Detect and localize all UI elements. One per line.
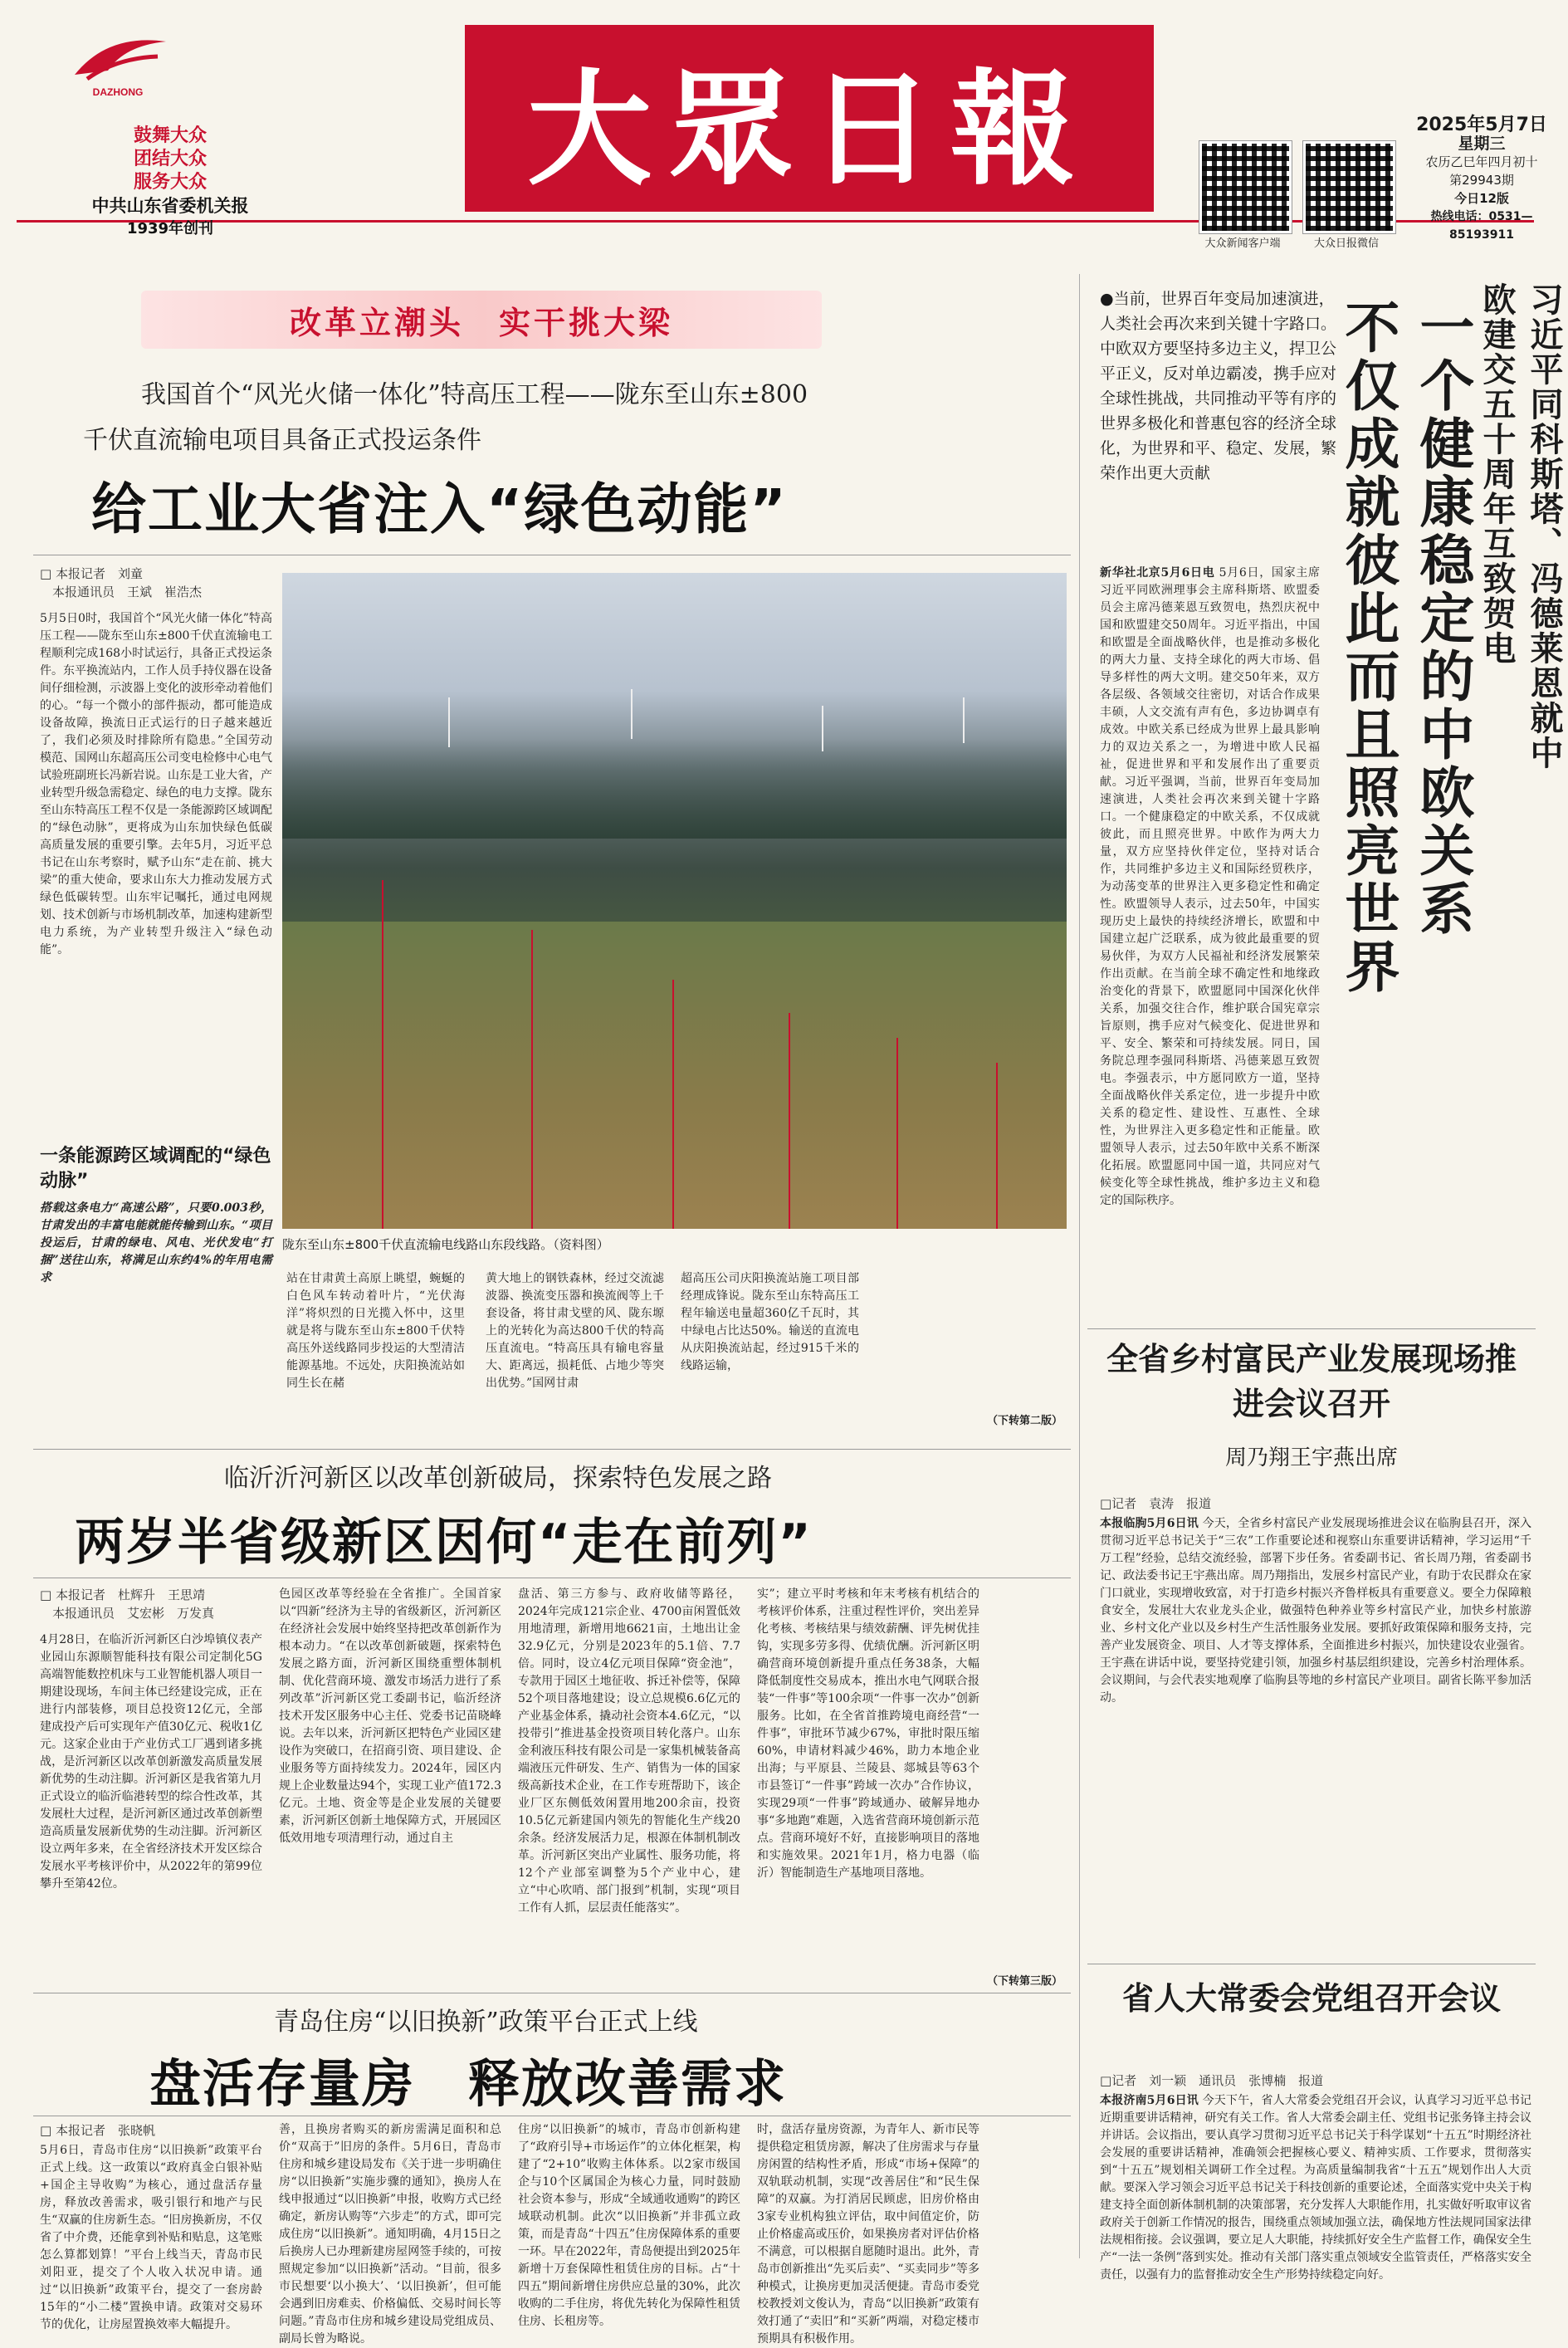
pylon (531, 930, 533, 1229)
story1-subhead: 一条能源跨区域调配的“绿色动脉” (40, 1146, 271, 1191)
slogan-1: 鼓舞大众 (133, 125, 207, 146)
story2-byline (40, 1586, 264, 1622)
story1-byline-2: 本报通讯员 王斌 崔浩杰 (40, 585, 203, 599)
story3-byline: □ 本报记者 张晓帆 (40, 2123, 155, 2138)
pylon (382, 880, 383, 1229)
slogan-2: 团结大众 (133, 149, 207, 169)
qr-label-client: 大众新闻客户端 (1204, 237, 1281, 250)
story3-headline: 盘活存量房 释放改善需求 (149, 2053, 788, 2114)
story2-kicker: 临沂沂河新区以改革创新破局，探索特色发展之路 (224, 1464, 772, 1493)
story1-column-2: 站在甘肃黄土高原上眺望，蜿蜒的白色风车转动着叶片，“光伏海洋”将炽烈的日光揽入怀中，这里就是将与陇东至山东±800千伏特高压外送线路同步投运的大型清洁能源基地。不远处，庆阳换流站如同生长在赭 (286, 1272, 465, 1390)
story1-column-4: 超高压公司庆阳换流站施工项目部经理成锋说。陇东至山东特高压工程年输送电量超360亿千瓦时，其中绿电占比达50%。输送的直流电从庆阳换流站起，经过915千米的线路运输， (681, 1272, 859, 1372)
story2-byline-2: 本报通讯员 艾宏彬 万发真 (40, 1606, 215, 1621)
right-story2-dateline: 本报临朐5月6日讯 (1100, 1517, 1199, 1530)
issue-number: 第29943期 (1449, 173, 1514, 188)
reform-banner: 改革立潮头 实干挑大梁 (141, 291, 822, 349)
story1-byline-1: □ 本报记者 刘童 (40, 566, 143, 581)
newspaper-title (465, 25, 1154, 212)
date-info (1411, 116, 1552, 244)
mountain-ridge (282, 739, 1067, 839)
photo-caption: 陇东至山东±800千伏直流输电线路山东段线路。（资料图） (282, 1237, 609, 1252)
story2-column-1: 4月28日，在临沂沂河新区白沙埠镇仪表产业园山东源顺智能科技有限公司定制化5G高端智能数控机床与工业智能机器人项目一期建设现场，车间主体已经建设完成，正在进行内部装修，项目总投资12亿元，全部建成投产后可实现年产值30亿元、税收1亿元。这家企业由于产业仿式工厂遇到诸多挑战，是沂河新区以改革创新激发高质量发展新优势的生动注脚。沂河新区是我省第九月正式设立的临沂临港转型的综合性改革，其发展杜大过程，是沂河新区通过改革创新塑造高质量发展新优势的生动注脚。沂河新区设立两年多来，在全省经济技术开发区综合发展水平考核评价中，从2022年的第99位攀升至第42位。 (40, 1633, 262, 1891)
transmission-line-photo (282, 573, 1067, 1229)
hotline: 热线电话：0531—85193911 (1430, 210, 1533, 242)
right-vertical-headline-2: 不仅成就彼此而且照亮世界 (1336, 299, 1399, 996)
issue-date: 2025年5月7日 (1416, 115, 1547, 135)
issue-weekday: 星期三 (1458, 135, 1506, 153)
story1-column-1b: 搭载这条电力“高速公路”，只要0.003秒，甘肃发出的丰富电能就能传输到山东。“项目投运后，甘肃的绿电、风电、光伏发电“打捆”送往山东，将满足山东约4%的年用电需求 (40, 1201, 272, 1284)
dazhong-logo-icon (66, 25, 174, 100)
qr-code-wechat-icon[interactable] (1303, 141, 1395, 233)
right-vertical-kicker: 习近平同科斯塔、冯德莱恩就中欧建交五十周年互致贺电 (1478, 282, 1563, 770)
right-story2-byline: □记者 袁涛 报道 (1100, 1496, 1212, 1511)
qr-label-wechat: 大众日报微信 (1313, 237, 1379, 250)
story2-continued: （下转第三版） (986, 1975, 1062, 1988)
wind-turbine (963, 697, 965, 743)
founded-label: 1939年创刊 (126, 220, 214, 237)
story3-column-2: 善，且换房者购买的新房需满足面积和总价“双高于”旧房的条件。5月6日，青岛市住房和城乡建设局发布《关于进一步明确住房“以旧换新”实施步骤的通知》，换房人在线申报通过“以旧换新”申报，收购方式已经确定，新房认购等“六步走”的方式，即可完成住房“以旧换新”。通知明确，4月15日之后换房人已办理新建房屋网签手续的，可按照规定参加“以旧换新”活动。“目前，很多市民想要‘以小换大’、‘以旧换新’，但可能会遇到旧房难卖、价格偏低、交易时间长等问题。”青岛市住房和城乡建设局党组成员、副局长曾为略说。 (279, 2123, 501, 2346)
story2-headline: 两岁半省级新区因何“走在前列” (75, 1514, 813, 1572)
right-story2-body (1100, 1515, 1531, 1955)
wind-turbine (448, 697, 450, 747)
title-text: 大眾日報 (526, 56, 1092, 203)
right-lead-dateline: 新华社北京5月6日电 (1100, 566, 1215, 580)
right-story2-headline: 全省乡村富民产业发展现场推进会议召开 (1106, 1341, 1517, 1422)
slogans (75, 125, 266, 241)
right-story3-dateline: 本报济南5月6日讯 (1100, 2094, 1199, 2107)
divider (1087, 1328, 1536, 1329)
pylon (996, 1063, 998, 1229)
story1-headline: 给工业大省注入“绿色动能” (91, 477, 788, 541)
svg-text:DAZHONG: DAZHONG (92, 86, 144, 98)
story2-column-3: 盘活、第三方参与、政府收储等路径，2024年完成121宗企业、4700亩闲置低效用地清理，新增用地6621亩，土地出让金32.9亿元，分别是2023年的5.1倍、7.7倍。同时，设立4亿元项目保障“资金池”，专款用于园区土地征收、拆迁补偿等，保障52个项目落地建设；设立总规模6.6亿元的产业基金体系，撬动社会资本4.6亿元，“以投带引”推进基金投资项目转化落户。山东金利液压科技有限公司是一家集机械装备高端液压元件研发、生产、销售为一体的国家级高新技术企业，在工作专班帮助下，该企业厂区东侧低效闲置用地200余亩，投资10.5亿元新建国内领先的智能化生产线20余条。经济发展活力足，根源在体制机制改革。沂河新区突出产业属性、服务功能，将12个产业部室调整为5个产业中心，建立“中心吹哨、部门报到”机制，实现“项目工作有人抓，层层责任能落实”。 (518, 1587, 740, 1915)
qr-code-client-icon[interactable] (1199, 141, 1292, 233)
story1-kicker-2: 千伏直流输电项目具备正式投运条件 (83, 426, 481, 455)
story1-kicker-1: 我国首个“风光火储一体化”特高压工程——陇东至山东±800 (141, 380, 808, 409)
story2-byline-1: □ 本报记者 杜辉升 王思靖 (40, 1587, 205, 1602)
organ-label: 中共山东省委机关报 (91, 196, 249, 216)
right-lead-text: 5月6日，国家主席习近平同欧洲理事会主席科斯塔、欧盟委员会主席冯德莱恩互致贺电，热烈庆祝中国和欧盟建交50周年。习近平指出，中国和欧盟是全面战略伙伴，也是推动多极化的两大力量、支持全球化的两大市场、倡导多样性的两大文明。建交50年来，双方各层级、各领域交往密切，对话合作成果丰硕，人文交流有声有色，多边协调卓有成效。中欧关系已经成为世界上最具影响力的双边关系之一，为增进中欧人民福祉，促进世界和平和发展作出了重要贡献。习近平强调，当前，世界百年变局加速演进，人类社会再次来到关键十字路口。一个健康稳定的中欧关系，不仅成就彼此，而且照亮世界。中欧作为两大力量，双方应坚持伙伴定位，坚持对话合作，共同维护多边主义和国际经贸秩序，为动荡变革的世界注入更多稳定性和确定性。欧盟领导人表示，过去50年，中国实现历史上最快的持续经济增长，欧盟和中国建立起广泛联系，成为彼此最重要的贸易伙伴，为双方人民福祉和经济发展繁荣作出贡献。在当前全球不确定性和地缘政治变化的背景下，欧盟愿同中国深化伙伴关系，加强交往合作，维护联合国宪章宗旨原则，携手应对气候变化、促进世界和平、安全、繁荣和可持续发展。同日，国务院总理李强同科斯塔、冯德莱恩互致贺电。李强表示，中方愿同欧方一道，坚持全面战略伙伴关系定位，进一步提升中欧关系的稳定性、建设性、互惠性、全球性，为世界注入更多稳定性和正能量。欧盟领导人表示，过去50年欧中关系不断深化拓展。欧盟愿同中国一道，共同应对气候变化等全球性挑战，维护多边主义和稳定的国际秩序。 (1100, 566, 1320, 1207)
right-story3-body (1100, 2092, 1532, 2282)
page-count: 今日12版 (1454, 191, 1509, 206)
masthead (17, 8, 1547, 250)
right-story3-headline: 省人大常委会党组召开会议 (1121, 1980, 1501, 2017)
right-story3-text: 今天下午，省人大常委会党组召开会议，认真学习习近平总书记近期重要讲话精神，研究有关工作。省人大常委会副主任、党组书记张务锋主持会议并讲话。会议指出，要认真学习贯彻习近平总书记关于科学谋划“十五五”时期经济社会发展的重要讲话精神，准确领会把握核心要义、精神实质、工作要求，贯彻落实到“十五五”规划相关调研工作全过程。为高质量编制我省“十五五”规划作出人大贡献。要深入学习领会习近平总书记关于科技创新的重要论述，全面落实党中央关于构建支持全面创新体制机制的决策部署，充分发挥人大职能作用，扎实做好听取审议省政府关于创新工作情况的报告，围绕重点领域加强立法，确保地方性法规同国家法律法规相衔接。会议强调，要立足人大职能，持续抓好安全生产监督工作，确保安全生产“一法一条例”落到实处。推动有关部门落实重点领域安全监管责任，严格落实安全责任，以强有力的监督推动安全生产形势持续稳定向好。 (1100, 2094, 1532, 2282)
story3-kicker: 青岛住房“以旧换新”政策平台正式上线 (274, 2008, 698, 2037)
pylon (896, 1038, 898, 1229)
right-vertical-headline-1: 一个健康稳定的中欧关系 (1410, 299, 1474, 938)
farmland (282, 922, 1067, 1229)
right-story2-subhead: 周乃翔王宇燕出席 (1224, 1445, 1398, 1470)
lunar-date: 农历乙巳年四月初十 (1425, 154, 1538, 169)
pylon (789, 1013, 790, 1229)
right-lead-body (1100, 565, 1320, 1207)
right-story3-byline: □记者 刘一颖 通讯员 张博楠 报道 (1100, 2073, 1324, 2088)
story2-column-4: 实”；建立平时考核和年末考核有机结合的考核评价体系，注重过程性评价，突出差异化考核、考核结果与绩效薪酬、评先树优挂钩，实现多劳多得、优绩优酬。沂河新区明确营商环境创新提升重点任务38条，大幅降低制度性交易成本，推出水电气网联合报装“一件事”等100余项“一件事一次办”创新服务。比如，在全省首推跨境电商经营“一件事”，审批环节减少67%，审批时限压缩60%，申请材料减少46%，助力本地企业出海；与平原县、兰陵县、郯城县等63个市县签订“一件事”跨域一次办”合作协议，实现29项“一件事”跨域通办、破解异地办事“多地跑”难题，入选省营商环境创新示范点。营商环境好不好，直接影响项目的落地和实施效果。2021年1月，格力电器（临沂）智能制造生产基地项目落地。 (757, 1587, 979, 1880)
slogan-3: 服务大众 (133, 172, 207, 193)
story3-column-3: 住房“以旧换新”的城市，青岛市创新构建了“政府引导+市场运作”的立体化框架，构建了“2+10”收购主体体系。以2家市级国企与10个区属国企为核心力量，同时鼓励社会资本参与，形成“全域通收通购”的跨区域联动机制。此次“以旧换新”并非孤立政策，而是青岛“十四五”住房保障体系的重要一环。早在2022年，青岛便提出到2025年新增十万套保障性租赁住房的目标。占“十四五”期间新增住房供应总量的30%，此次收购的二手住房，将优先转化为保障性租赁住房、长租房等。 (518, 2123, 740, 2328)
story2-column-2: 色园区改革等经验在全省推广。全国首家以“四新”经济为主导的省级新区，沂河新区在经济社会发展中始终坚持把改革创新作为根本动力。“在以改革创新破题，探索特色发展之路方面，沂河新区围绕重塑体制机制、优化营商环境、激发市场活力进行了系列改革”沂河新区党工委副书记，临沂经济技术开发区服务中心主任、党委书记苗晓峰说。去年以来，沂河新区把特色产业园区建设作为突破口，在招商引资、项目建设、企业服务等方面持续发力。2024年，园区内规上企业数量达94个，实现工业产值172.3亿元。土地、资金等是企业发展的关键要素，沂河新区创新土地保障方式，开展园区低效用地专项清理行动，通过自主 (279, 1587, 501, 1845)
story1-column-1: 5月5日0时，我国首个“风光火储一体化”特高压工程——陇东至山东±800千伏直流输电工程顺利完成168小时试运行，具备正式投运条件。东平换流站内，工作人员手持仪器在设备间仔细检测，示波器上变化的波形牵动着他们的心。“每一个微小的部件振动，都可能造成设备故障，换流日正式运行的日子越来越近了，我们必须及时排除所有隐患。”全国劳动模范、国网山东超高压公司变电检修中心电气试验班副班长冯新岩说。山东是工业大省，产业转型升级急需稳定、绿色的电力支撑。陇东至山东特高压工程不仅是一条能源跨区域调配的“绿色动脉”，更将成为山东加快绿色低碳高质量发展的重要引擎。去年5月，习近平总书记在山东考察时，赋予山东“走在前、挑大梁”的重大使命，要求山东大力推动发展方式绿色低碳转型。山东牢记嘱托，通过电网规划、技术创新与市场机制改革，加速构建新型电力系统，为产业转型升级注入“绿色动能”。 (40, 612, 272, 956)
story1-continued: （下转第二版） (986, 1415, 1062, 1427)
pylon (672, 980, 674, 1229)
story1-column-3: 黄大地上的钢铁森林，经过交流滤波器、换流变压器和换流阀等上千套设备，将甘肃戈壁的风、陇东塬上的光转化为高达800千伏的特高压直流电。“特高压具有输电容量大、距离远，损耗低、占地少等突出优势。”国网甘肃 (486, 1272, 664, 1390)
right-lead-box: ●当前，世界百年变局加速演进，人类社会再次来到关键十字路口。中欧双方要坚持多边主义，捍卫公平正义，反对单边霸凌，携手应对全球性挑战，共同推动平等有序的世界多极化和普惠包容的经济全球化，为世界和平、稳定、发展，繁荣作出更大贡献 (1100, 290, 1337, 482)
wind-turbine (631, 689, 633, 739)
story1-byline (40, 565, 272, 601)
wind-turbine (822, 706, 823, 751)
story3-column-1: 5月6日，青岛市住房“以旧换新”政策平台正式上线。这一政策以“政府真金白银补贴+国企主导收购”为核心，通过盘活存量房，释放改善需求，吸引银行和地产与民生“双赢的住房新生态。“旧房换新房，不仅省了中介费，还能拿到补贴和贴息，这笔账怎么算都划算！”平台上线当天，青岛市民刘阳亚，提交了个人收入状况申请。通过“以旧换新”政策平台，提交了一套房龄15年的“小二楼”置换申请。政策对交易环节的优化，让房屋置换效率大幅提升。 (40, 2144, 262, 2331)
right-story2-text: 今天，全省乡村富民产业发展现场推进会议在临朐县召开，深入贯彻习近平总书记关于“三农”工作重要论述和视察山东重要讲话精神，学习运用“千万工程”经验，总结交流经验，部署下步任务。省委副书记、省长周乃翔，省委副书记、政法委书记王宇燕出席。周乃翔指出，发展乡村富民产业，有助于农民群众在家门口就业，实现增收致富，对于打造乡村振兴齐鲁样板具有重要意义。要全力保障粮食安全，发展壮大农业龙头企业，做强特色种养业等乡村富民产业，加快乡村旅游业、乡村文化产业以及乡村生产生活性服务业发展。要抓好政策保障和服务支持，完善产业发展资金、项目、人才等支撑体系，全面推进乡村振兴，加快建设农业强省。王宇燕在讲话中说，要坚持党建引领，加强乡村基层组织建设，完善乡村治理体系。会议期间，与会代表实地观摩了临朐县等地的乡村富民产业项目。副省长陈平参加活动。 (1100, 1517, 1532, 1705)
divider (33, 1449, 1071, 1450)
column-divider (1079, 274, 1080, 2258)
story3-column-4: 时，盘活存量房资源，为青年人、新市民等提供稳定租赁房源，解决了住房需求与存量房闲置的结构性矛盾，形成“市场+保障”的双轨联动机制，实现“改善居住”和“民生保障”的双赢。为打消居民顾虑，旧房价格由3家专业机构独立评估，取中间值定价，防止价格虚高或压价，如果换房者对评估价格不满意，可以根据自愿随时退出。此外，青岛市创新推出“先买后卖”、“买卖同步”等多种模式，让换房更加灵活便捷。青岛市委党校教授刘文俊认为，青岛“以旧换新”政策有效打通了“卖旧”和“买新”两端，对稳定楼市预期具有积极作用。 (757, 2123, 979, 2346)
